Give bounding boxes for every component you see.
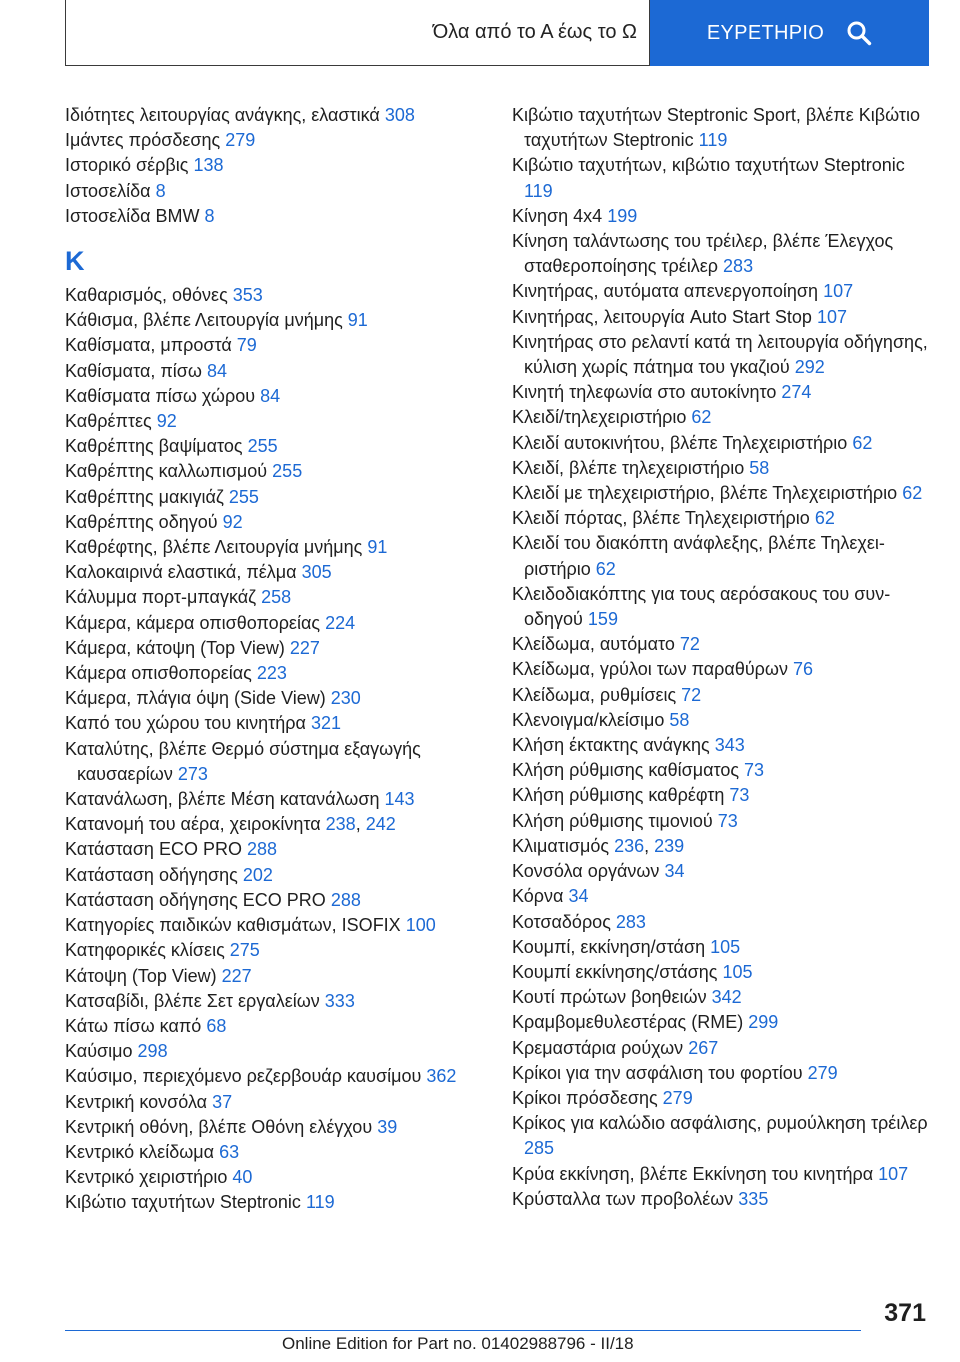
index-entry [512,1187,932,1212]
index-entry [512,531,932,581]
index-entry [512,305,932,330]
index-entry [65,711,485,736]
index-entry [65,384,485,409]
index-entry [65,333,485,358]
page-link[interactable]: 267 [688,1037,719,1058]
index-entry-text: Καθίσματα, πίσω [65,360,202,381]
index-entry-text: Ιδιότητες λειτουργίας ανάγκης, ελαστικά [65,105,380,125]
footer-edition-text: Online Edition for Part no. 01402988796 - II/18 [282,1334,634,1353]
index-entry-text: Κατηφορικές κλίσεις [65,940,225,961]
index-entry-text: Κατάσταση οδήγησης ECO PRO [65,889,326,910]
page-link[interactable]: 202 [242,864,273,885]
index-entry [65,686,485,711]
index-entry-text: Καπό του χώρου του κινητήρα [65,713,306,734]
index-entry-text: Καλοκαιρινά ελαστικά, πέλμα [65,562,297,583]
index-entry-text: Κινητή τηλεφωνία στο αυτοκίνητο [512,382,777,403]
index-entry [512,935,932,960]
index-entry [65,283,485,308]
index-entry [512,758,932,783]
index-entry-text: Κλείδωμα, ρυθμίσεις [512,684,677,705]
index-entry [65,787,485,812]
index-entry-text: Κουμπί, εκκίνηση/στάση [512,936,706,957]
index-entry-text: Κλήση ρύθμισης καθρέφτη [512,785,725,806]
tab-index-label: ΕΥΡΕΤΗΡΙΟ [706,21,825,44]
page-link[interactable]: 283 [723,256,754,277]
index-entry [512,859,932,884]
index-entry [512,279,932,304]
index-entry [512,884,932,909]
index-entry [65,103,485,128]
index-entry-text: Κραμβομεθυλεστέρας (RME) [512,1012,744,1033]
index-entry [65,964,485,989]
index-entry [512,330,932,380]
page-link[interactable]: 238 [325,814,356,835]
page-link[interactable]: 230 [330,688,361,709]
index-entry [512,733,932,758]
index-entry-text: Καθίσματα, μπροστά [65,335,232,356]
index-entry-text: Κινητήρας στο ρελαντί κατά τη λειτουργία οδήγησης, κύλιση χωρίς πάτημα του γκαζιού [512,331,928,378]
index-entry-text: Κάμερα, κάτοψη (Top View) [65,637,285,658]
index-entry [65,485,485,510]
page-number: 371 [884,1299,926,1327]
page-link[interactable]: 92 [156,411,177,432]
page-link[interactable]: 298 [137,1041,168,1062]
index-entry [512,1036,932,1061]
page-link[interactable]: 342 [711,987,742,1008]
index-entry-text: Κεντρική οθόνη, βλέπε Οθόνη ελέγχου [65,1116,373,1137]
page-link[interactable]: 224 [325,612,356,633]
page-link[interactable]: 242 [365,814,396,835]
index-entry-text: Κρίκοι πρόσδεσης [512,1087,658,1108]
index-entry-text: Κλείδωμα, αυτόματο [512,634,675,655]
index-entry-text: Κλείδωμα, γρύλοι των παραθύρων [512,659,788,680]
page-link[interactable]: 84 [260,385,281,406]
page-link[interactable]: 62 [814,508,835,529]
index-entry [512,456,932,481]
index-entry [512,506,932,531]
index-entry-text: Κλειδοδιακόπτης για τους αερόσακους του συνοδηγού [512,583,891,630]
index-entry-text: Κονσόλα οργάνων [512,861,660,882]
index-entry-text: Καθαρισμός, οθόνες [65,285,228,306]
page-link[interactable]: 34 [664,861,685,882]
page-link[interactable]: 227 [289,637,320,658]
index-entry [65,888,485,913]
page-link[interactable]: 279 [807,1062,838,1083]
page-link[interactable]: 107 [878,1163,909,1184]
page-link[interactable]: 73 [717,810,738,831]
index-entry-text: Κατανάλωση, βλέπε Μέση κατανάλωση [65,789,380,810]
index-entry-text: Κάθισμα, βλέπε Λειτουργία μνήμης [65,310,343,331]
page-link[interactable]: 73 [744,760,765,781]
page-link[interactable]: 223 [256,663,287,684]
index-entry-text: Κινητήρας, αυτόματα απενεργοποίηση [512,281,819,302]
index-entry [65,308,485,333]
index-entry-text: Κατσαβίδι, βλέπε Σετ εργαλείων [65,990,320,1011]
page-link[interactable]: 236 [614,835,645,856]
page-link[interactable]: 68 [206,1015,227,1036]
page-link[interactable]: 84 [206,360,227,381]
index-entry [65,1014,485,1039]
index-entry-text: Κάτοψη (Top View) [65,965,217,986]
page-link[interactable]: 37 [212,1091,233,1112]
index-entry-text: Κατηγορίες παιδικών καθισμάτων, ISOFIX [65,915,401,936]
page-link[interactable]: 63 [219,1141,240,1162]
page-link[interactable]: 107 [816,306,847,327]
index-entry-text: Ιστοσελίδα BMW [65,205,200,226]
index-entry-text: Κάμερα, κάμερα οπισθοπορείας [65,612,321,633]
page-link[interactable]: 343 [714,735,745,756]
index-entry-text: Κρίκοι για την ασφάλιση του φορτίου [512,1062,803,1083]
index-entry: Κατανομή του αέρα, χειροκίνητα 238, 242 [65,814,396,835]
index-entry-text: Ιστορικό σέρβις [65,155,189,176]
index-entry [65,1165,485,1190]
page-link[interactable]: 255 [247,436,278,457]
page-link[interactable]: 321 [310,713,341,734]
page-link[interactable]: 279 [662,1087,693,1108]
index-entry-text: Κατανομή του αέρα, χειροκίνητα [65,814,321,835]
page-link[interactable]: 283 [615,911,646,932]
index-entry [512,380,932,405]
page-link[interactable]: 76 [793,659,814,680]
page-link[interactable]: 62 [902,483,923,504]
index-entry-text: Καθρέπτης βαψίματος [65,436,243,457]
tab-index[interactable] [650,0,929,66]
page-link[interactable]: 119 [305,1192,335,1213]
index-entry [65,510,485,535]
page-link[interactable]: 275 [229,940,260,961]
index-entry-text: Κιβώτιο ταχυτήτων Steptronic Sport, βλέπε Κιβώτιο ταχυτήτων Steptronic [512,105,921,151]
index-entry [512,103,932,153]
page-link[interactable]: 255 [272,461,303,482]
index-entry [512,809,932,834]
page-link[interactable]: 285 [524,1138,555,1159]
index-column-right [512,103,932,1212]
index-entry-text: Καθρέπτης καλλωπισμού [65,461,268,482]
page-link[interactable]: 138 [193,155,224,176]
index-entry-text: Κεντρική κονσόλα [65,1091,208,1112]
index-entry [65,661,485,686]
page-link[interactable]: 105 [710,936,741,957]
page-link[interactable]: 100 [405,915,436,936]
page-link[interactable]: 333 [324,990,355,1011]
index-entry [65,837,485,862]
index-entry [65,153,485,178]
index-entry-text: Κλήση έκτακτης ανάγκης [512,735,710,756]
page-link[interactable]: 353 [232,285,263,306]
index-entry-text: Κρύα εκκίνηση, βλέπε Εκκίνηση του κινητήρα [512,1163,874,1184]
page-link[interactable]: 199 [607,205,638,226]
index-entry-text: Κλειδί με τηλεχειριστήριο, βλέπε Τηλεχειριστήριο [512,483,898,504]
index-entry-text: Κουτί πρώτων βοηθειών [512,987,707,1008]
index-entry-text: Καθρέπτες [65,411,152,432]
page-link[interactable]: 62 [691,407,712,428]
index-entry-text: Κάλυμμα πορτ-μπαγκάζ [65,587,257,608]
index-entry-text: Κατάσταση ECO PRO [65,839,242,860]
index-entry [65,1140,485,1165]
page-link[interactable]: 40 [232,1167,253,1188]
footer-divider [65,1330,861,1331]
tab-a-to-z[interactable] [65,0,650,66]
index-entry [65,1190,485,1215]
index-entry [65,913,485,938]
index-entry-text: Κίνηση 4x4 [512,205,603,226]
index-entry [65,459,485,484]
index-entry [512,1010,932,1035]
index-entry [512,481,932,506]
index-entry [65,409,485,434]
page-link[interactable]: 239 [654,835,685,856]
page-link[interactable]: 288 [330,889,361,910]
index-entry [512,1111,932,1161]
index-entry [65,636,485,661]
index-entry-text: Κρεμαστάρια ρούχων [512,1037,684,1058]
index-entry-text: Κεντρικό κλείδωμα [65,1141,215,1162]
page-link[interactable]: 58 [669,709,690,730]
index-entry-text: Κρύσταλλα των προβολέων [512,1188,734,1209]
index-entry [512,985,932,1010]
index-entry [65,359,485,384]
page-link[interactable]: 119 [698,130,728,151]
index-entry-text: Κιβώτιο ταχυτήτων, κιβώτιο ταχυτήτων Steptronic [512,155,905,176]
index-entry [512,204,932,229]
index-entry [512,960,932,985]
index-entry: Κλιματισμός 236, 239 [512,835,685,856]
page-link[interactable]: 39 [377,1116,398,1137]
page-link[interactable]: 73 [729,785,750,806]
index-entry [65,1090,485,1115]
page-link[interactable]: 305 [301,562,332,583]
page-link[interactable]: 258 [261,587,292,608]
index-entry [512,431,932,456]
page-link[interactable]: 107 [823,281,854,302]
index-entry [65,204,485,229]
index-entry-text: Καύσιμο, περιεχόμενο ρεζερβουάρ καυσίμου [65,1066,422,1087]
page-link[interactable]: 92 [222,511,243,532]
index-entry-text: Καθρέφτης, βλέπε Λειτουργία μνήμης [65,537,363,558]
index-entry-text: Καθρέπτης οδηγού [65,511,218,532]
index-entry-text: Κλιματισμός [512,835,610,856]
page-link[interactable]: 159 [587,609,618,630]
page-link[interactable]: 62 [595,558,616,579]
index-entry [65,585,485,610]
index-entry-text: Καύσιμο [65,1041,133,1062]
index-entry-text: Κάμερα, πλάγια όψη (Side View) [65,688,326,709]
index-entry [512,708,932,733]
header-bar [65,0,929,66]
index-entry [512,1162,932,1187]
page-link[interactable]: 362 [426,1066,457,1087]
index-entry-text: Κλενοιγμα/κλείσιμο [512,709,665,730]
index-entry [512,229,932,279]
index-column-left [65,103,485,1216]
index-entry [65,863,485,888]
index-entry-text: Κρίκος για καλώδιο ασφάλισης, ρυμούλκηση τρέιλερ [512,1113,928,1134]
index-entry [512,657,932,682]
page-link[interactable]: 255 [228,486,259,507]
index-entry-text: Κινητήρας, λειτουργία Auto Start Stop [512,306,812,327]
index-entry-text: Κλειδί αυτοκινήτου, βλέπε Τηλεχειριστήριο [512,432,848,453]
page-link[interactable]: 288 [246,839,278,860]
page-link[interactable]: 308 [384,105,415,125]
index-entry [512,783,932,808]
page-link[interactable]: 273 [177,763,208,784]
page-link[interactable]: 143 [384,789,415,810]
index-entry [512,1061,932,1086]
index-entry [65,434,485,459]
index-entry-text: Κάτω πίσω καπό [65,1015,202,1036]
page-link[interactable]: 105 [722,961,753,982]
index-entry [65,989,485,1014]
index-entry-text: Καθρέπτης μακιγιάζ [65,486,224,507]
index-entry [512,632,932,657]
page-link[interactable]: 58 [749,457,770,478]
index-entry-text: Κλειδί, βλέπε τηλεχειριστήριο [512,457,745,478]
page-link[interactable]: 274 [781,382,812,403]
index-entry [512,405,932,430]
index-entry [65,128,485,153]
index-entry-text: Κουμπί εκκίνησης/στάσης [512,961,718,982]
index-entry [512,582,932,632]
index-entry-text: Ιμάντες πρόσδεσης [65,130,221,151]
index-entry-text: Κλειδί πόρτας, βλέπε Τηλεχειριστήριο [512,508,810,529]
index-entry [65,611,485,636]
page-link[interactable]: 292 [794,357,825,378]
index-entry-text: Καταλύτης, βλέπε Θερμό σύστημα εξαγωγής καυσαερίων [65,738,421,784]
page-link[interactable]: 279 [225,130,256,151]
index-entry-text: Ιστοσελίδα [65,180,151,201]
index-entry [512,153,932,203]
page-link[interactable]: 335 [738,1188,769,1209]
page-link[interactable]: 8 [155,180,166,201]
page-link[interactable]: 72 [681,684,702,705]
page-link[interactable]: 227 [221,965,252,986]
search-icon[interactable] [846,20,872,46]
index-entry [65,179,485,204]
index-entry-text: Κλειδί του διακόπτη ανάφλεξης, βλέπε Τηλεχειριστήριο [512,533,885,579]
index-entry-text: Κιβώτιο ταχυτήτων Steptronic [65,1192,301,1213]
index-entry [65,938,485,963]
index-entry-text: Κλήση ρύθμισης τιμονιού [512,810,713,831]
index-entry [65,1039,485,1064]
index-entry [512,910,932,935]
index-entry [512,1086,932,1111]
page-link[interactable]: 119 [524,180,553,201]
index-entry-text: Κοτσαδόρος [512,911,611,932]
index-entry-text: Κόρνα [512,886,564,907]
index-entry-text: Κλειδί/τηλεχειριστήριο [512,407,687,428]
index-entry [65,1064,485,1089]
page-link[interactable]: 8 [204,205,215,226]
page-link[interactable]: 91 [367,537,388,558]
index-entry [65,535,485,560]
index-entry-text: Κάμερα οπισθοπορείας [65,663,252,684]
tab-a-to-z-label: Όλα από το Α έως το Ω [432,21,637,43]
index-entry [65,737,485,787]
page-link[interactable]: 72 [679,634,700,655]
index-entry [65,560,485,585]
index-letter-heading: Κ [65,246,85,277]
page-link[interactable]: 79 [236,335,257,356]
page-link[interactable]: 91 [347,310,368,331]
index-entry-text: Καθίσματα πίσω χώρου [65,385,256,406]
index-entry-text: Κίνηση ταλάντωσης του τρέιλερ, βλέπε Έλεγχος σταθεροποίησης τρέιλερ [512,231,894,277]
index-entry [512,683,932,708]
index-entry-text: Κεντρικό χειριστήριο [65,1167,228,1188]
page-link[interactable]: 299 [748,1012,779,1033]
index-entry-text: Κατάσταση οδήγησης [65,864,238,885]
page-link[interactable]: 62 [852,432,873,453]
index-entry [65,1115,485,1140]
page-link[interactable]: 34 [568,886,589,907]
index-entry-text: Κλήση ρύθμισης καθίσματος [512,760,740,781]
